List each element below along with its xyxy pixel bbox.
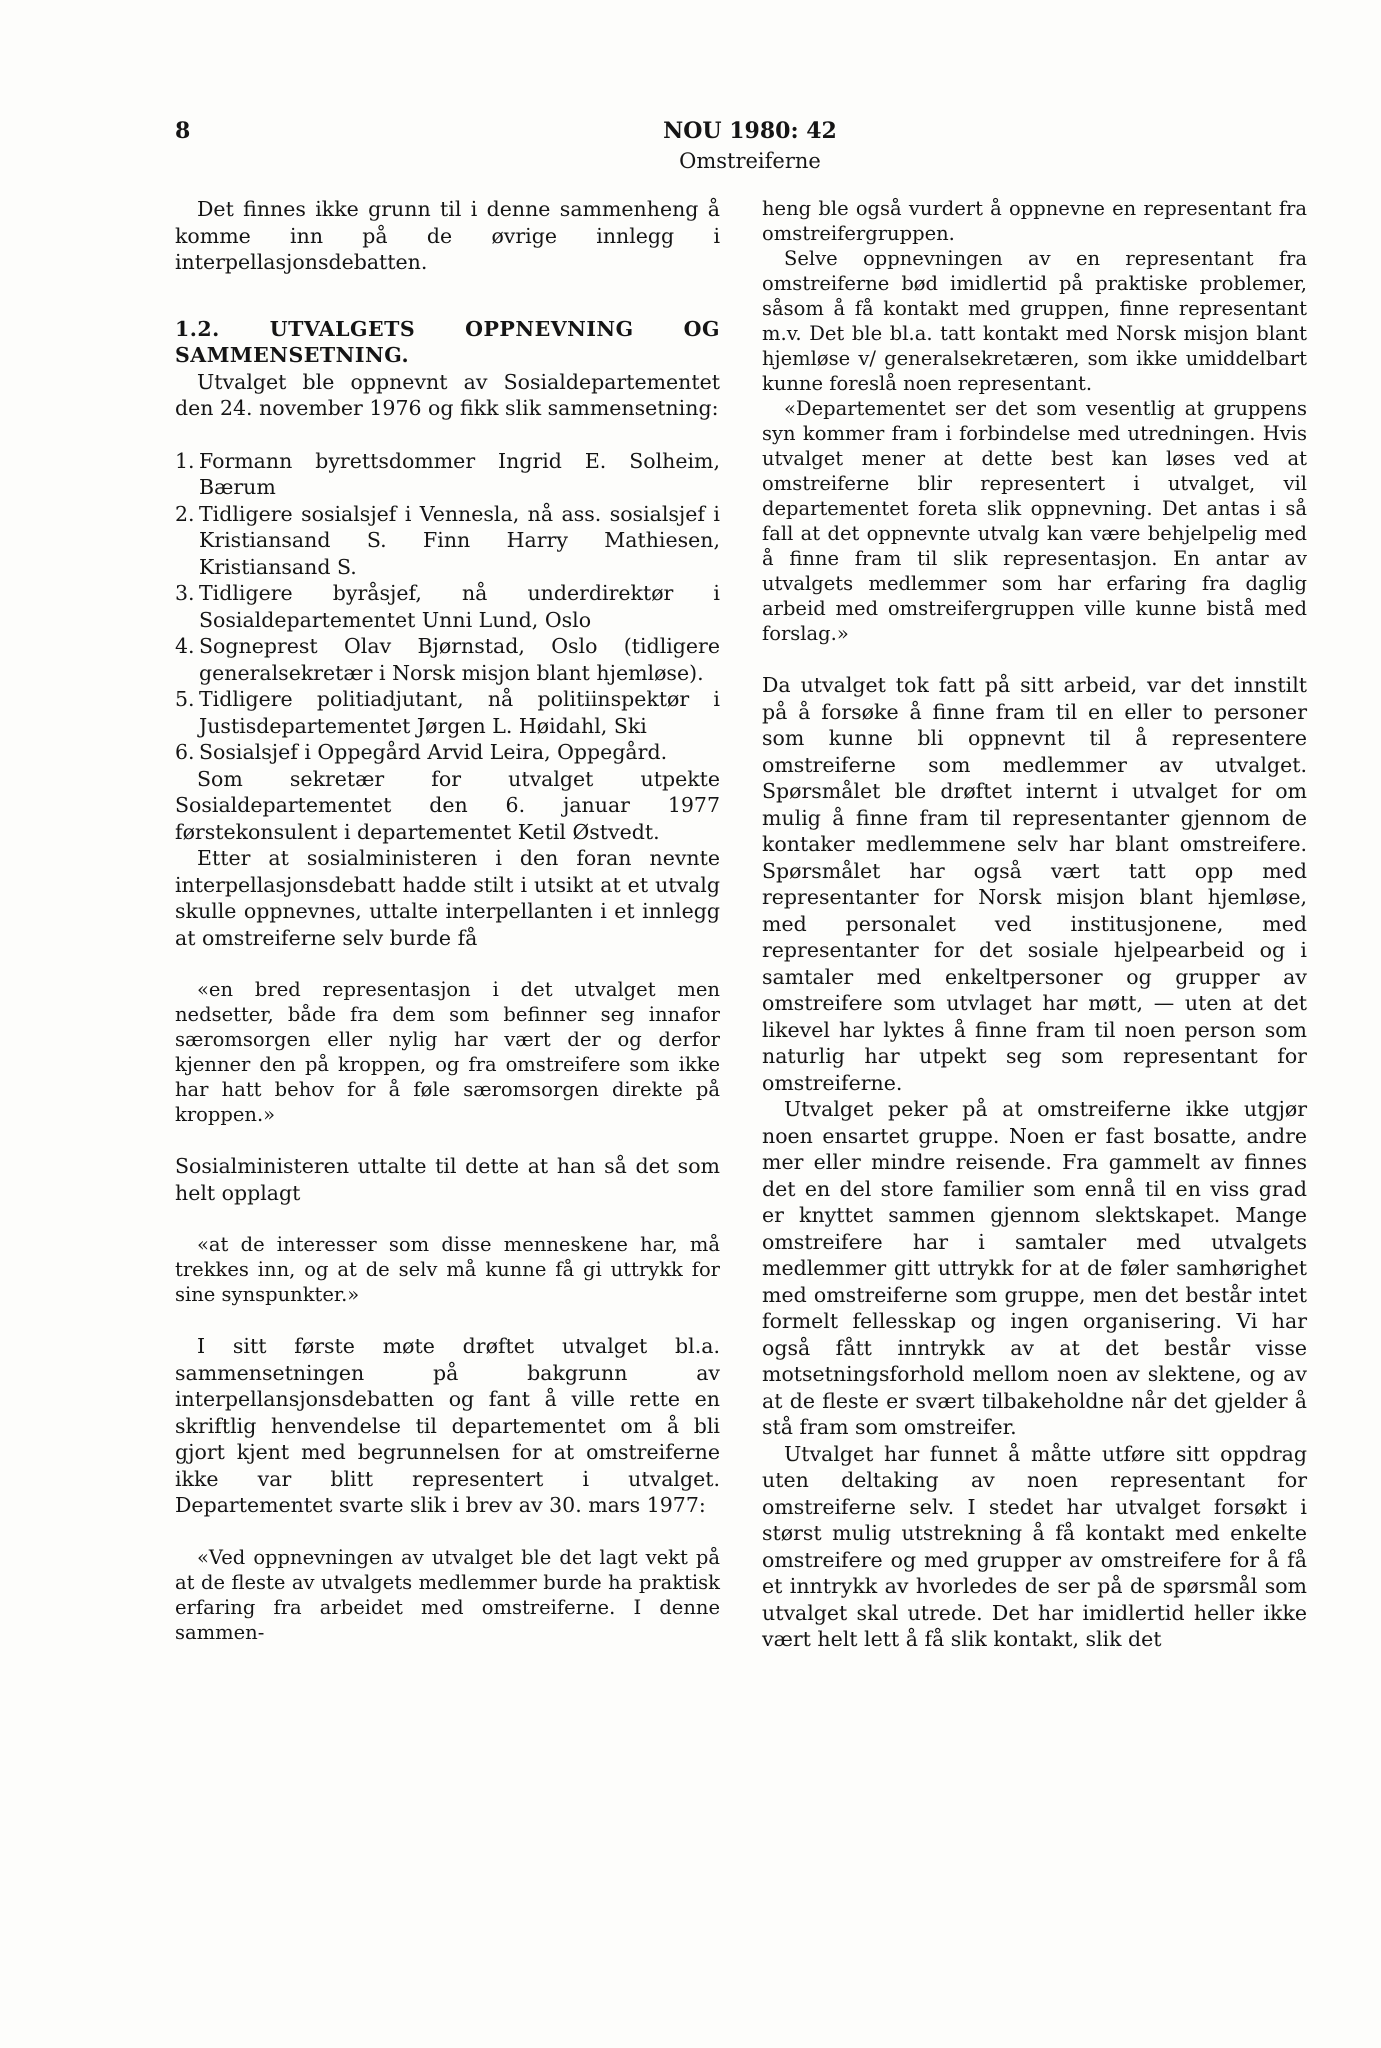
quotation: «at de interesser som disse menneskene har, må trekkes inn, og at de selv må kunne få gi uttrykk for sine synspunkter.» [175,1233,720,1306]
list-text: Tidligere byråsjef, nå underdirektør i Sosialdepartementet Unni Lund, Oslo [199,581,720,632]
right-column [762,196,1307,1653]
running-header [600,116,900,176]
list-item [175,448,720,501]
page-number: 8 [175,118,191,144]
member-list [175,448,720,766]
list-number: 5. [175,687,195,711]
report-subtitle: Omstreiferne [679,149,821,173]
list-text: Tidligere politiadjutant, nå politiinspektør i Justisdepartementet Jørgen L. Høidahl, Ski [199,687,720,738]
list-number: 2. [175,501,195,526]
list-item [175,686,720,739]
list-item [175,739,720,766]
list-text: Formann byrettsdommer Ingrid E. Solheim, Bærum [199,448,720,499]
paragraph: Etter at sosialministeren i den foran nevnte interpellasjonsdebatt hadde stilt i utsikt at et utvalg skulle oppnevnes, uttalte interpellanten i et innlegg at omstreiferne selv burde få [175,846,720,950]
section-heading: 1.2. UTVALGETS OPPNEVNING OG SAMMENSETNING. [175,316,720,367]
list-number: 4. [175,634,195,658]
paragraph: I sitt første møte drøftet utvalget bl.a. sammensetningen på bakgrunn av interpellansjonsdebatten og fant å ville rette en skriftlig henvendelse til departementet om å bli gjort kjent med begrunnelsen for at omstreiferne ikke var blitt representert i utvalget. Departementet svarte slik i brev av 30. mars 1977: [175,1334,720,1517]
paragraph: Utvalget ble oppnevnt av Sosialdepartementet den 24. november 1976 og fikk slik sammensetning: [175,369,720,420]
quotation: «Departementet ser det som vesentlig at gruppens syn kommer fram i forbindelse med utredningen. Hvis utvalget mener at dette best kan løses ved at omstreiferne blir representert i utvalget, vil departementet foreta slik oppnevning. Det antas i så fall at det oppnevnte utvalg kan være behjelpelig med å finne fram til slik representasjon. En antar av utvalgets medlemmer som har erfaring fra daglig arbeid med omstreifergruppen ville kunne bistå med forslag.» [762,397,1307,645]
list-text: Tidligere sosialsjef i Vennesla, nå ass. sosialsjef i Kristiansand S. Finn Harry Mathiesen, Kristiansand S. [199,501,720,579]
list-item [175,580,720,633]
paragraph: Det finnes ikke grunn til i denne sammenheng å komme inn på de øvrige innlegg i interpellasjonsdebatten. [175,197,720,274]
list-text: Sogneprest Olav Bjørnstad, Oslo (tidligere generalsekretær i Norsk misjon blant hjemløse). [199,634,720,685]
paragraph: Som sekretær for utvalget utpekte Sosialdepartementet den 6. januar 1977 førstekonsulent i departementet Ketil Østvedt. [175,766,720,844]
list-item [175,633,720,686]
quotation: Selve oppnevningen av en representant fra omstreiferne bød imidlertid på praktiske problemer, såsom å få kontakt med gruppen, finne representant m.v. Det ble bl.a. tatt kontakt med Norsk misjon blant hjemløse v/ generalsekretæren, som ikke umiddelbart kunne foreslå noen representant. [762,247,1307,395]
list-number: 6. [175,740,195,764]
list-number: 3. [175,581,195,605]
list-text: Sosialsjef i Oppegård Arvid Leira, Oppegård. [199,740,668,764]
paragraph: Sosialministeren uttalte til dette at han så det som helt opplagt [175,1154,720,1205]
list-number: 1. [175,448,195,473]
left-column [175,196,720,1645]
quotation: «en bred representasjon i det utvalget men nedsetter, både fra dem som befinner seg innafor særomsorgen eller nylig har vært der og derfor kjenner den på kroppen, og fra omstreifere som ikke har hatt behov for å føle særomsorgen direkte på kroppen.» [175,978,720,1126]
paragraph: Utvalget har funnet å måtte utføre sitt oppdrag uten deltaking av noen representant for omstreiferne selv. I stedet har utvalget forsøkt i størst mulig utstrekning å få kontakt med enkelte omstreifere og med grupper av omstreifere for å få et inntrykk av hvorledes de ser på de spørsmål som utvalget skal utrede. Det har imidlertid heller ikke vært helt lett å få slik kontakt, slik det [762,1441,1307,1651]
list-item [175,501,720,581]
report-series: NOU 1980: 42 [663,118,837,144]
paragraph: Utvalget peker på at omstreiferne ikke utgjør noen ensartet gruppe. Noen er fast bosatte, andre mer eller mindre reisende. Fra gammelt av finnes det en del store familier som ennå til en viss grad er knyttet sammen gjennom slektskapet. Mange omstreifere har i samtaler med utvalgets medlemmer gitt uttrykk for at de føler samhørighet med omstreiferne som gruppe, men det består intet formelt fellesskap og ingen organisering. Vi har også fått inntrykk av at det består visse motsetningsforhold mellom noen av slektene, og av at de fleste er svært tilbakeholdne når det gjelder å stå fram som omstreifer. [762,1097,1307,1439]
quotation: heng ble også vurdert å oppnevne en representant fra omstreifergruppen. [762,197,1307,245]
quotation: «Ved oppnevningen av utvalget ble det lagt vekt på at de fleste av utvalgets medlemmer burde ha praktisk erfaring fra arbeidet med omstreiferne. I denne sammen- [175,1545,720,1644]
paragraph: Da utvalget tok fatt på sitt arbeid, var det innstilt på å forsøke å finne fram til en eller to personer som kunne bli oppnevnt til å representere omstreiferne som medlemmer av utvalget. Spørsmålet ble drøftet internt i utvalget for om mulig å finne fram til representanter gjennom de kontaker medlemmene selv har blant omstreifere. Spørsmålet har også vært tatt opp med representanter for Norsk misjon blant hjemløse, med personalet ved institusjonene, med representanter for det sosiale hjelpearbeid og i samtaler med enkeltpersoner og grupper av omstreifere som utvlaget har møtt, — uten at det likevel har lyktes å finne fram til noen person som naturlig har utpekt seg som representant for omstreiferne. [762,673,1307,1095]
